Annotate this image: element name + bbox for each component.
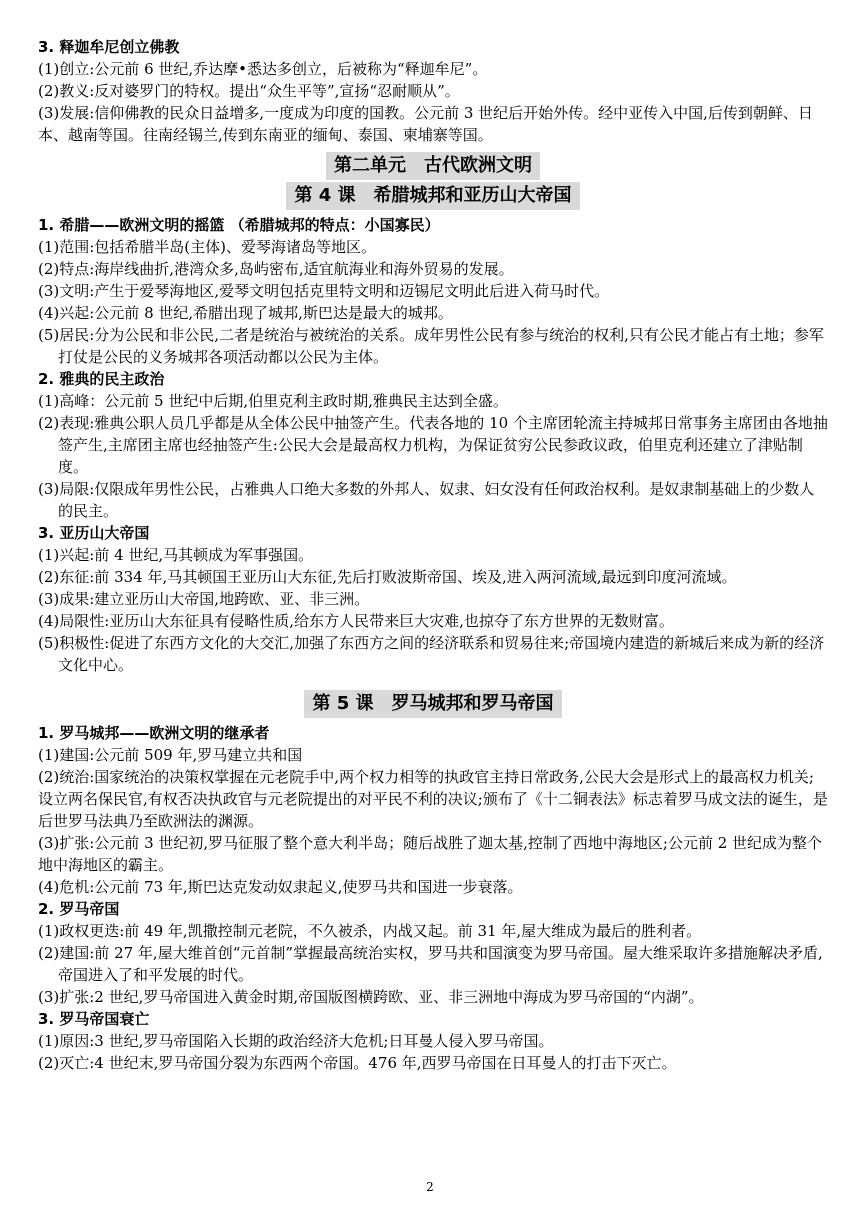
paragraph: (1)兴起:前 4 世纪,马其顿成为军事强国。: [38, 546, 314, 564]
section-heading: 2. 罗马帝国: [38, 900, 120, 918]
page-number: 2: [426, 1180, 434, 1194]
paragraph: (1)创立:公元前 6 世纪,乔达摩•悉达多创立，后被称为“释迦牟尼”。: [38, 60, 488, 78]
paragraph: (3)局限:仅限成年男性公民，占雅典人口绝大多数的外邦人、奴隶、妇女没有任何政治权利。是奴隶制基础上的少数人的民主。: [38, 480, 815, 520]
paragraph: (3)发展:信仰佛教的民众日益增多,一度成为印度的国教。公元前 3 世纪后开始外传。经中亚传入中国,后传到朝鲜、日本、越南等国。往南经锡兰,传到东南亚的缅甸、泰国、柬埔寨等国。: [38, 104, 813, 144]
paragraph: (4)兴起:公元前 8 世纪,希腊出现了城邦,斯巴达是最大的城邦。: [38, 304, 453, 322]
paragraph: (1)建国:公元前 509 年,罗马建立共和国: [38, 746, 303, 764]
paragraph: (2)建国:前 27 年,屋大维首创“元首制”掌握最高统治实权，罗马共和国演变为罗马帝国。屋大维采取许多措施解决矛盾,帝国进入了和平发展的时代。: [38, 944, 823, 984]
paragraph: (5)居民:分为公民和非公民,二者是统治与被统治的关系。成年男性公民有参与统治的权利,只有公民才能占有土地；参军打仗是公民的义务城邦各项活动都以公民为主体。: [38, 326, 824, 366]
section-heading: 3. 释迦牟尼创立佛教: [38, 38, 180, 56]
paragraph: (3)扩张:公元前 3 世纪初,罗马征服了整个意大利半岛；随后战胜了迦太基,控制了西地中海地区;公元前 2 世纪成为整个地中海地区的霸主。: [38, 834, 823, 874]
paragraph: (1)原因:3 世纪,罗马帝国陷入长期的政治经济大危机;日耳曼人侵入罗马帝国。: [38, 1032, 554, 1050]
paragraph: (2)表现:雅典公职人员几乎都是从全体公民中抽签产生。代表各地的 10 个主席团轮流主持城邦日常事务主席团由各地抽签产生,主席团主席也经抽签产生:公民大会是最高权力机构，为保证贫穷公民参政议政，伯里克利还建立了津贴制度。: [38, 414, 828, 476]
document-page: [38, 36, 828, 1074]
lesson-title: 第 4 课 希腊城邦和亚历山大帝国: [38, 182, 828, 210]
unit-title: 第二单元 古代欧洲文明: [38, 152, 828, 180]
paragraph: (4)危机:公元前 73 年,斯巴达克发动奴隶起义,使罗马共和国进一步衰落。: [38, 878, 523, 896]
lesson-title: 第 5 课 罗马城邦和罗马帝国: [38, 690, 828, 718]
paragraph: (5)积极性:促进了东西方文化的大交汇,加强了东西方之间的经济联系和贸易往来;帝国境内建造的新城后来成为新的经济文化中心。: [38, 634, 825, 674]
paragraph: (3)成果:建立亚历山大帝国,地跨欧、亚、非三洲。: [38, 590, 370, 608]
section-heading: 3. 亚历山大帝国: [38, 524, 150, 542]
paragraph: (1)高峰：公元前 5 世纪中后期,伯里克利主政时期,雅典民主达到全盛。: [38, 392, 508, 410]
paragraph: (1)政权更迭:前 49 年,凯撒控制元老院，不久被杀，内战又起。前 31 年,屋大维成为最后的胜利者。: [38, 922, 702, 940]
paragraph: (2)教义:反对婆罗门的特权。提出“众生平等”,宣扬“忍耐顺从”。: [38, 82, 460, 100]
section-heading: 1. 罗马城邦——欧洲文明的继承者: [38, 724, 270, 742]
paragraph: (4)局限性:亚历山大东征具有侵略性质,给东方人民带来巨大灾难,也掠夺了东方世界的无数财富。: [38, 612, 674, 630]
section-heading: 1. 希腊——欧洲文明的摇篮 （希腊城邦的特点：小国寡民）: [38, 216, 440, 234]
paragraph: (2)灭亡:4 世纪末,罗马帝国分裂为东西两个帝国。476 年,西罗马帝国在日耳曼人的打击下灭亡。: [38, 1054, 677, 1072]
paragraph: (2)特点:海岸线曲折,港湾众多,岛屿密布,适宜航海业和海外贸易的发展。: [38, 260, 514, 278]
section-heading: 3. 罗马帝国衰亡: [38, 1010, 150, 1028]
section-heading: 2. 雅典的民主政治: [38, 370, 165, 388]
paragraph: (3)文明:产生于爱琴海地区,爱琴文明包括克里特文明和迈锡尼文明此后进入荷马时代。: [38, 282, 610, 300]
paragraph: (3)扩张:2 世纪,罗马帝国进入黄金时期,帝国版图横跨欧、亚、非三洲地中海成为罗马帝国的“内湖”。: [38, 988, 704, 1006]
paragraph: (1)范围:包括希腊半岛(主体)、爱琴海诸岛等地区。: [38, 238, 377, 256]
paragraph: (2)东征:前 334 年,马其顿国王亚历山大东征,先后打败波斯帝国、埃及,进入两河流域,最远到印度河流域。: [38, 568, 737, 586]
paragraph: (2)统治:国家统治的决策权掌握在元老院手中,两个权力相等的执政官主持日常政务,公民大会是形式上的最高权力机关;设立两名保民官,有权否决执政官与元老院提出的对平民不利的决议;颁布了《十二铜表法》标志着罗马成文法的诞生，是后世罗马法典乃至欧洲法的渊源。: [38, 768, 828, 830]
